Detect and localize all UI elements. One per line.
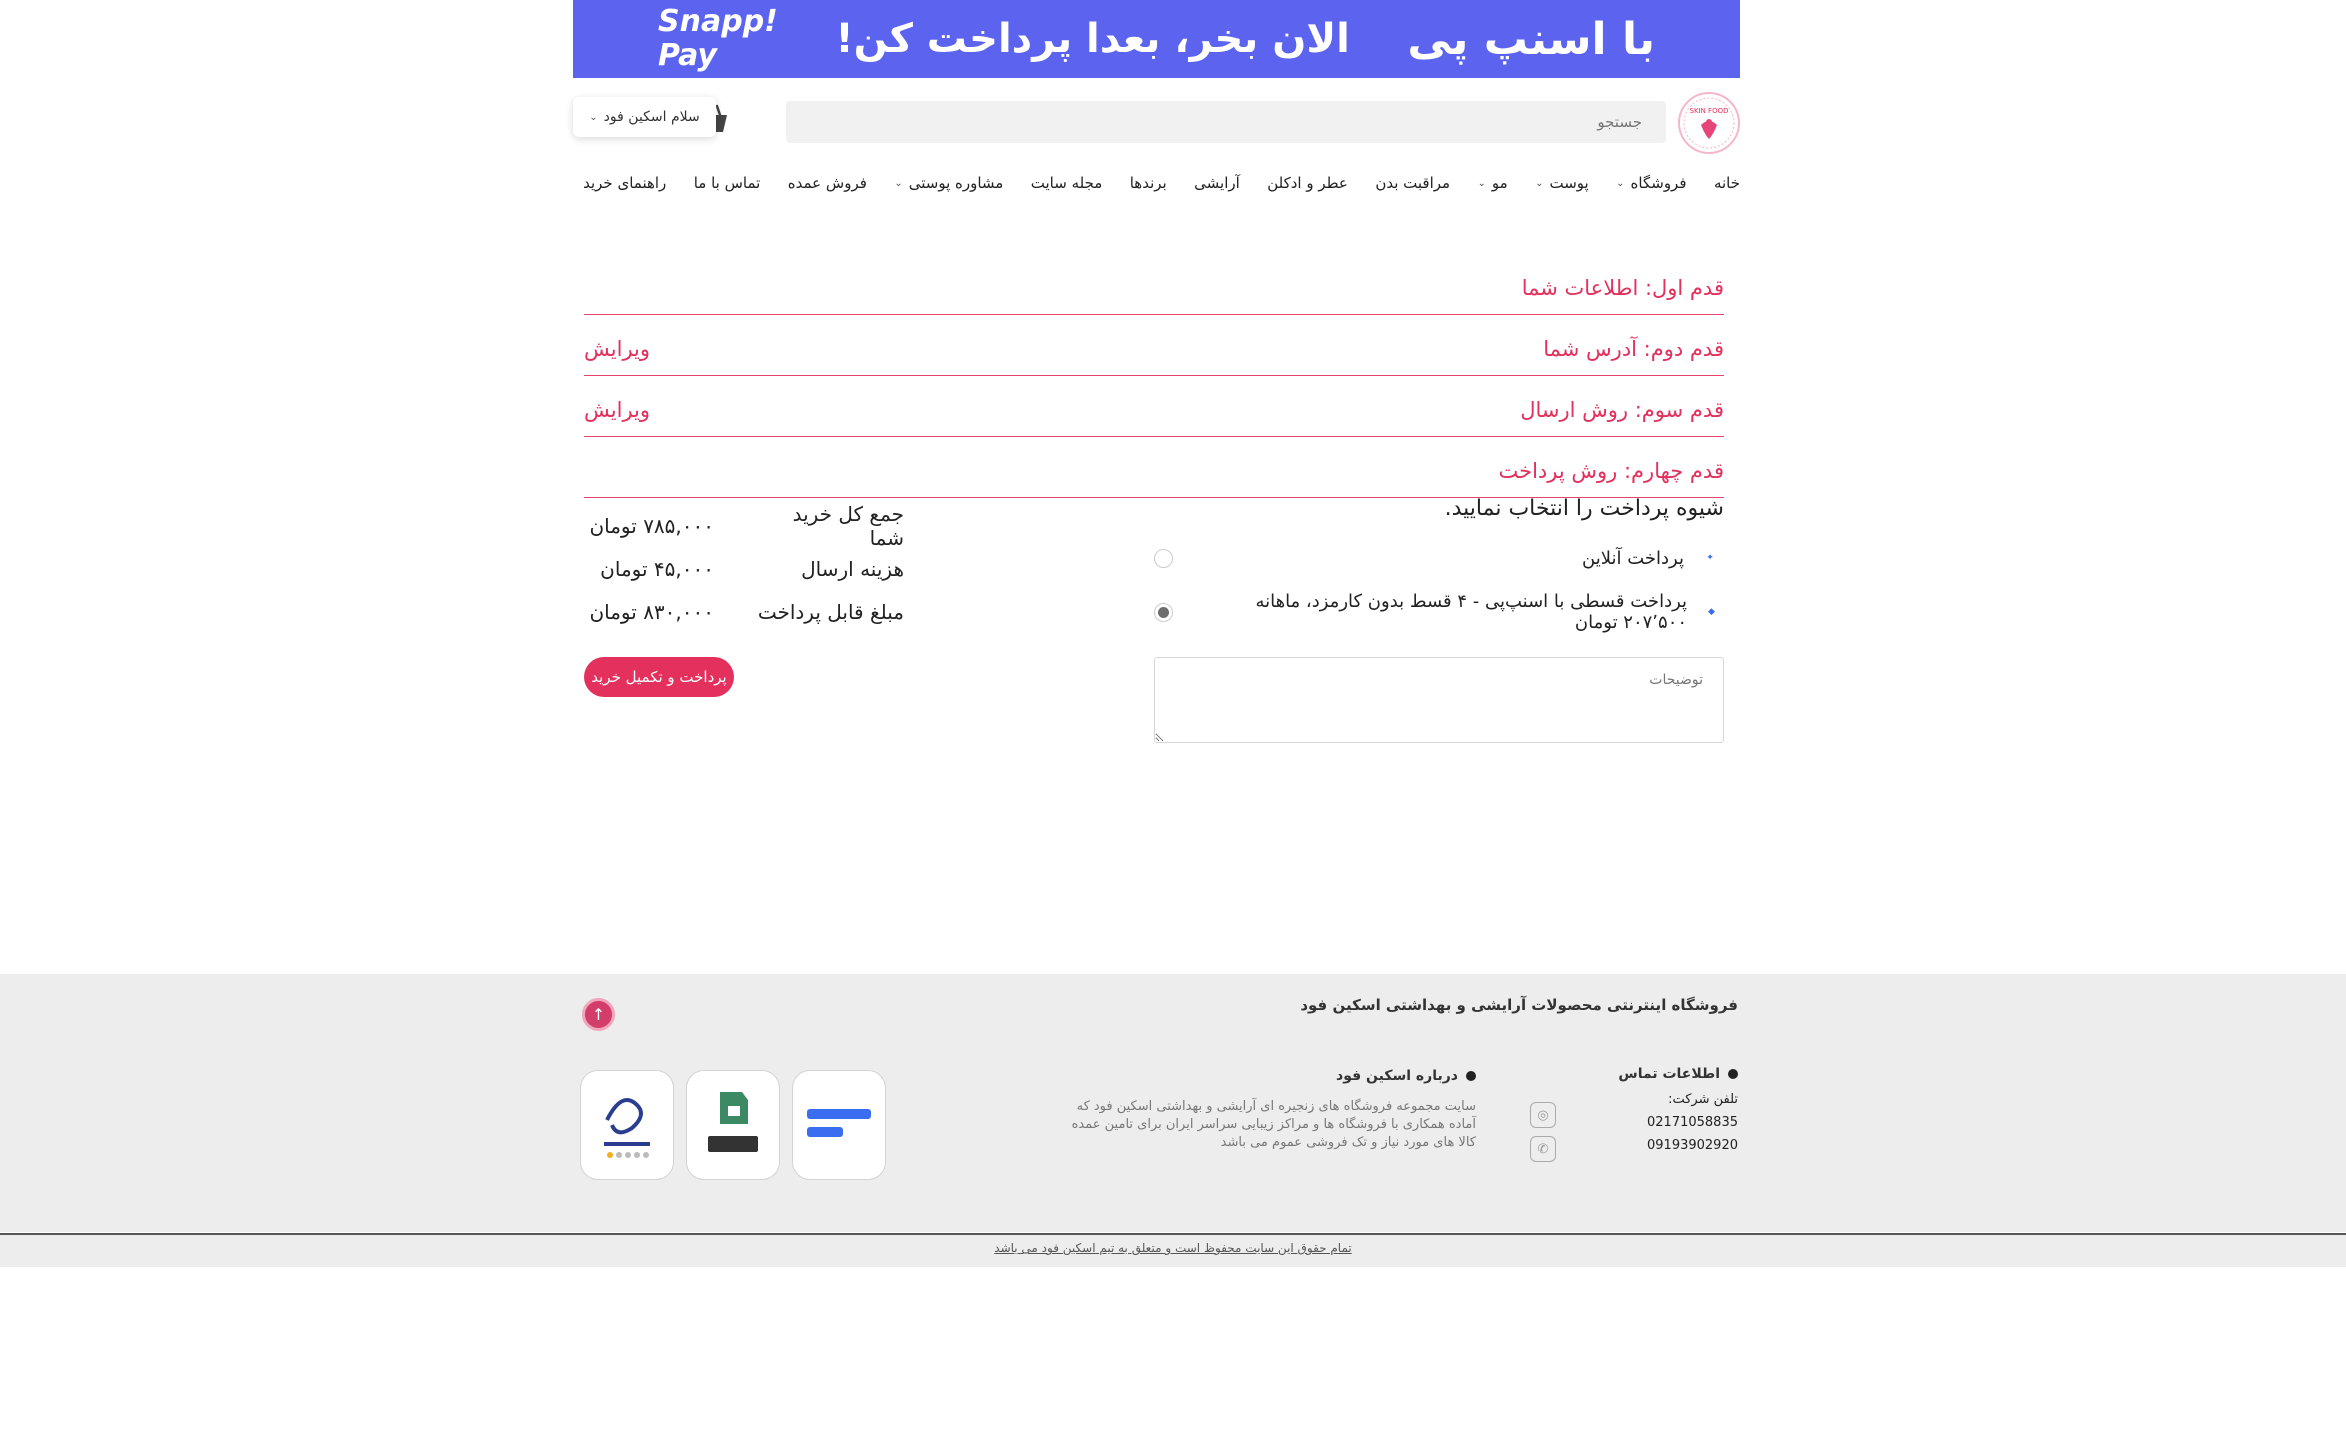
banner-text-primary: با اسنپ پی	[1407, 13, 1655, 65]
payment-option-snapp[interactable]	[1154, 591, 1724, 633]
nav-item-label: خانه	[1713, 174, 1740, 192]
step-title: قدم اول: اطلاعات شما	[1521, 276, 1724, 300]
nav-item-body-care[interactable]	[1375, 174, 1450, 192]
nav-item-label: عطر و ادکلن	[1267, 174, 1348, 192]
skin-food-logo-icon	[1681, 95, 1737, 151]
snapp-pay-icon: ◆	[1708, 606, 1715, 617]
chevron-down-icon: ⌄	[1477, 177, 1486, 189]
payment-methods	[1154, 490, 1724, 747]
site-header	[573, 92, 1740, 152]
checkout-steps	[584, 254, 1724, 498]
chevron-down-icon: ⌄	[1616, 177, 1625, 189]
step-address	[584, 315, 1724, 376]
complete-purchase-button[interactable]: پرداخت و تکمیل خرید	[584, 657, 734, 697]
footer-contact	[1618, 1066, 1738, 1153]
step-payment	[584, 437, 1724, 498]
subtotal-row	[584, 501, 904, 550]
chevron-down-icon: ⌄	[1535, 177, 1544, 189]
snapp-pay-logo	[658, 5, 778, 73]
nav-item-magazine[interactable]	[1031, 174, 1103, 192]
nav-item-wholesale[interactable]	[788, 174, 867, 192]
bullet-icon	[1728, 1069, 1738, 1079]
subtotal-value: ۷۸۵,۰۰۰ تومان	[589, 513, 714, 538]
edit-address-link[interactable]: ویرایش	[584, 337, 651, 361]
payable-row	[584, 590, 904, 633]
online-gateway-icon: ✦	[1706, 552, 1714, 563]
nav-item-perfume[interactable]	[1267, 174, 1348, 192]
payment-option-label: پرداخت آنلاین	[1582, 547, 1684, 569]
snapp-pay-badge[interactable]	[792, 1070, 886, 1180]
nav-item-label: برندها	[1129, 174, 1167, 192]
phone-label: تلفن شرکت:	[1668, 1092, 1738, 1107]
enamad-icon	[592, 1080, 662, 1170]
snapp-pay-logo-line2: Pay	[658, 38, 717, 73]
site-logo[interactable]	[1678, 92, 1740, 154]
nav-item-label: مشاوره پوستی	[908, 174, 1004, 192]
nav-item-contact[interactable]	[694, 174, 761, 192]
nav-item-skin-consult[interactable]	[894, 174, 1003, 192]
phone-1[interactable]: 02171058835	[1647, 1115, 1738, 1130]
account-label: سلام اسکین فود	[603, 109, 700, 125]
logo-text: SKIN FOOD	[1689, 107, 1729, 115]
about-heading	[1056, 1068, 1476, 1084]
nav-item-guide[interactable]	[583, 174, 666, 192]
shipping-label: هزینه ارسال	[801, 556, 904, 581]
notes-textarea[interactable]	[1154, 657, 1724, 743]
whatsapp-icon[interactable]: ✆	[1530, 1136, 1556, 1162]
footer-main	[0, 1042, 2346, 1232]
social-links	[1526, 1102, 1556, 1170]
phone-2[interactable]: 09193902920	[1647, 1138, 1738, 1153]
radio-online[interactable]	[1154, 549, 1173, 568]
nav-item-hair[interactable]	[1477, 174, 1507, 192]
vandar-badge[interactable]	[686, 1070, 780, 1180]
chevron-down-icon: ⌄	[589, 111, 598, 123]
nav-item-brands[interactable]	[1130, 174, 1167, 192]
copyright[interactable]: تمام حقوق این سایت محفوظ است و متعلق به تیم اسکین فود می باشد	[0, 1233, 2346, 1267]
about-heading-label: درباره اسکین فود	[1336, 1068, 1458, 1084]
order-totals	[584, 501, 904, 697]
nav-item-label: تماس با ما	[693, 174, 761, 192]
instagram-icon[interactable]: ◎	[1530, 1102, 1556, 1128]
nav-item-shop[interactable]	[1616, 174, 1686, 192]
about-text: سایت مجموعه فروشگاه های زنجیره ای آرایشی و بهداشتی اسکین فود که آماده همکاری با فروشگاه ها و مراکز زیبایی سراسر ایران برای تامین عمده کالا های مورد نیاز و تک فروشی عموم می باشد	[1071, 1099, 1476, 1150]
snapp-pay-icon	[799, 1095, 879, 1155]
radio-snapp[interactable]	[1154, 603, 1173, 622]
search-input[interactable]	[786, 101, 1666, 143]
snapp-pay-logo-line1: Snapp!	[658, 4, 778, 39]
nav-item-makeup[interactable]	[1194, 174, 1240, 192]
footer-slogan-band	[0, 974, 2346, 1042]
chevron-down-icon: ⌄	[894, 177, 903, 189]
payment-section	[584, 490, 1724, 760]
payment-option-label: پرداخت قسطی با اسنپ‌پی - ۴ قسط بدون کارمزد، ماهانه ۲۰۷٬۵۰۰ تومان	[1255, 591, 1688, 633]
payment-heading: شیوه پرداخت را انتخاب نمایید.	[1444, 496, 1724, 521]
subtotal-label: جمع کل خرید شما	[792, 501, 904, 550]
nav-item-label: مو	[1491, 174, 1508, 192]
shipping-row	[584, 547, 904, 590]
nav-item-home[interactable]	[1714, 174, 1740, 192]
payable-label: مبلغ قابل پرداخت	[757, 599, 904, 624]
nav-item-label: مراقبت بدن	[1375, 174, 1451, 192]
nav-item-label: آرایشی	[1194, 174, 1240, 192]
main-nav	[573, 168, 1740, 198]
step-title: قدم دوم: آدرس شما	[1543, 337, 1724, 361]
payment-option-online[interactable]	[1154, 541, 1724, 575]
promo-banner[interactable]	[573, 0, 1740, 78]
step-title: قدم چهارم: روش پرداخت	[1498, 459, 1724, 483]
nav-item-label: فروشگاه	[1630, 174, 1687, 192]
step-shipping	[584, 376, 1724, 437]
step-title: قدم سوم: روش ارسال	[1520, 398, 1724, 422]
footer-slogan: فروشگاه اینترنتی محصولات آرایشی و بهداشتی اسکین فود	[1300, 996, 1738, 1014]
nav-item-skin[interactable]	[1535, 174, 1589, 192]
bullet-icon	[1466, 1071, 1476, 1081]
nav-item-label: فروش عمده	[787, 174, 867, 192]
nav-item-label: راهنمای خرید	[583, 174, 667, 192]
payable-value: ۸۳۰,۰۰۰ تومان	[589, 599, 714, 624]
edit-shipping-link[interactable]: ویرایش	[584, 398, 651, 422]
enamad-badge[interactable]	[580, 1070, 674, 1180]
back-to-top-button[interactable]	[582, 998, 615, 1031]
nav-item-label: پوست	[1549, 174, 1589, 192]
banner-text-secondary: الان بخر، بعدا پرداخت کن!	[835, 16, 1350, 62]
account-menu[interactable]	[573, 97, 716, 137]
contact-heading	[1618, 1066, 1738, 1082]
contact-heading-label: اطلاعات تماس	[1618, 1066, 1720, 1082]
nav-item-label: مجله سایت	[1030, 174, 1103, 192]
step-info	[584, 254, 1724, 315]
trust-badges	[580, 1070, 886, 1180]
arrow-up-icon: ↑	[591, 1005, 606, 1024]
footer-about	[1056, 1068, 1476, 1152]
vandar-icon	[698, 1080, 768, 1170]
shipping-value: ۴۵,۰۰۰ تومان	[600, 556, 714, 581]
